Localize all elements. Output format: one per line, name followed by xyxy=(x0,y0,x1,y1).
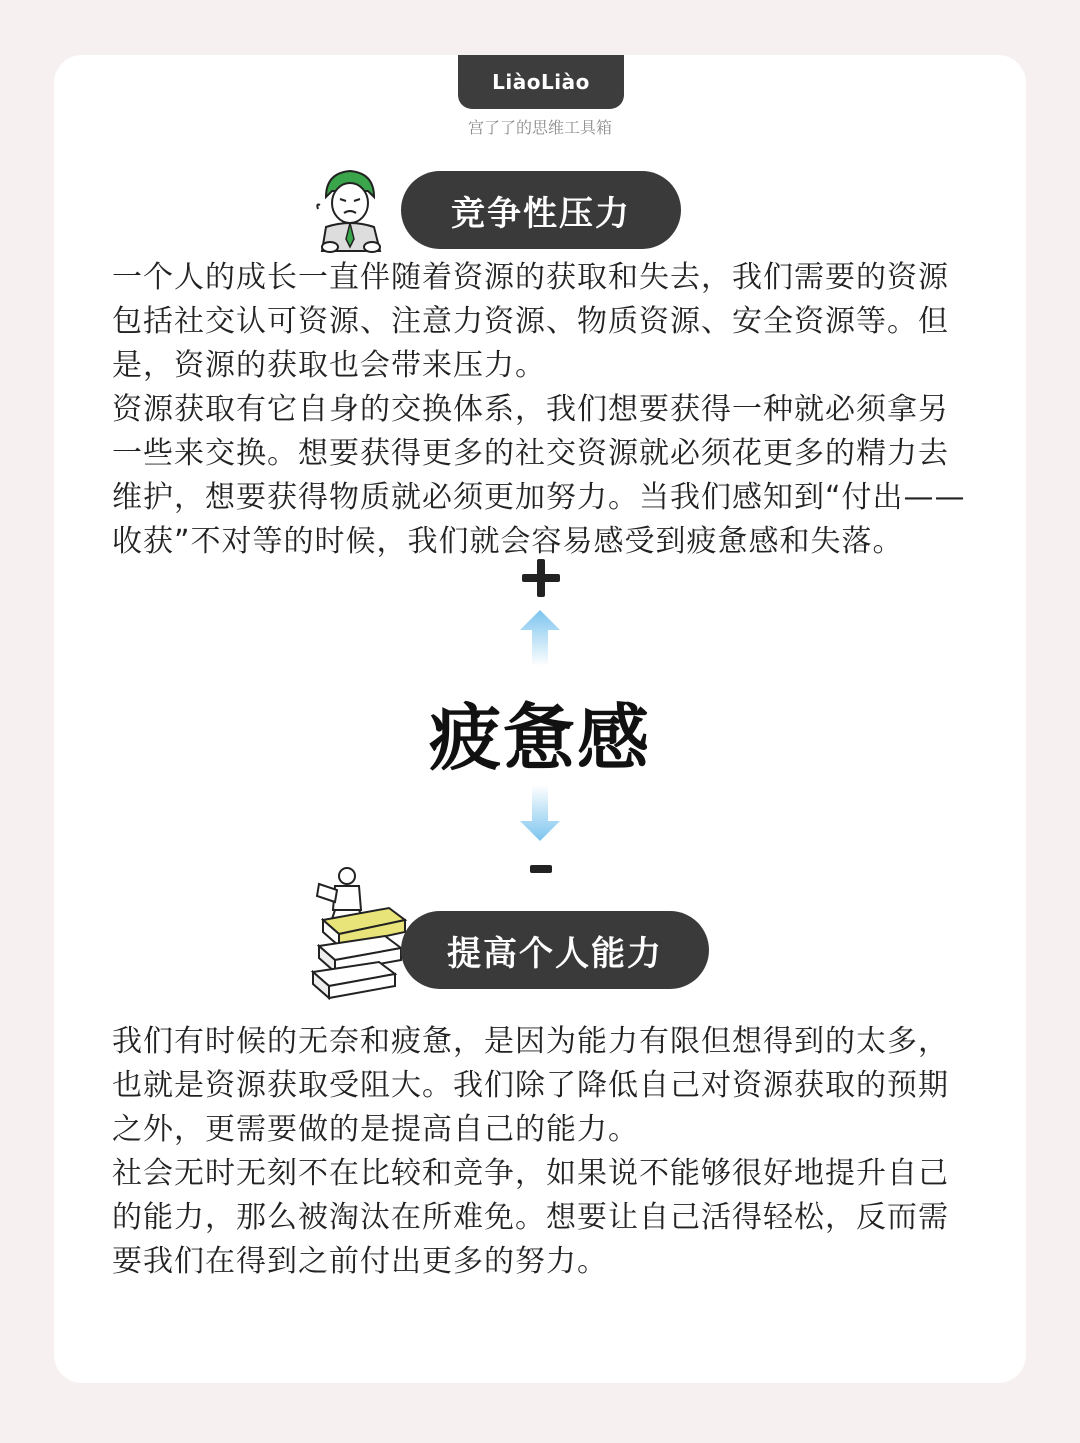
section1-paragraph-1: 一个人的成长一直伴随着资源的获取和失去，我们需要的资源包括社交认可资源、注意力资源、物质资源、安全资源等。但是，资源的获取也会带来压力。 xyxy=(112,260,949,383)
brand-logo-tab xyxy=(458,55,624,109)
section1-title: 竞争性压力 xyxy=(451,193,631,234)
arrow-up-icon xyxy=(516,608,564,668)
section1-paragraph-2: 资源获取有它自身的交换体系，我们想要获得一种就必须拿另一些来交换。想要获得更多的社交资源就必须花更多的精力去维护，想要获得物质就必须更加努力。当我们感知到“付出——收获”不对等的时候，我们就会容易感受到疲惫感和失落。 xyxy=(112,392,966,559)
section2-paragraph-1: 我们有时候的无奈和疲惫，是因为能力有限但想得到的太多，也就是资源获取受阻大。我们除了降低自己对资源获取的预期之外，更需要做的是提高自己的能力。 xyxy=(112,1024,949,1147)
section2-title-pill xyxy=(401,911,709,989)
brand-subtitle: 宫了了的思维工具箱 xyxy=(467,118,612,137)
stressed-man-illustration xyxy=(312,163,390,253)
section2-title: 提高个人能力 xyxy=(447,933,663,974)
minus-icon xyxy=(530,865,552,873)
section1-title-pill xyxy=(401,171,681,249)
reading-on-books-illustration xyxy=(305,862,415,1002)
section2-paragraph-2: 社会无时无刻不在比较和竞争，如果说不能够很好地提升自己的能力，那么被淘汰在所难免。想要让自己活得轻松，反而需要我们在得到之前付出更多的努力。 xyxy=(112,1156,949,1279)
brand-logo: LiàoLiào xyxy=(492,70,590,94)
arrow-down-icon xyxy=(516,783,564,843)
plus-icon xyxy=(520,557,562,599)
center-keyword: 疲惫感 xyxy=(428,696,651,780)
